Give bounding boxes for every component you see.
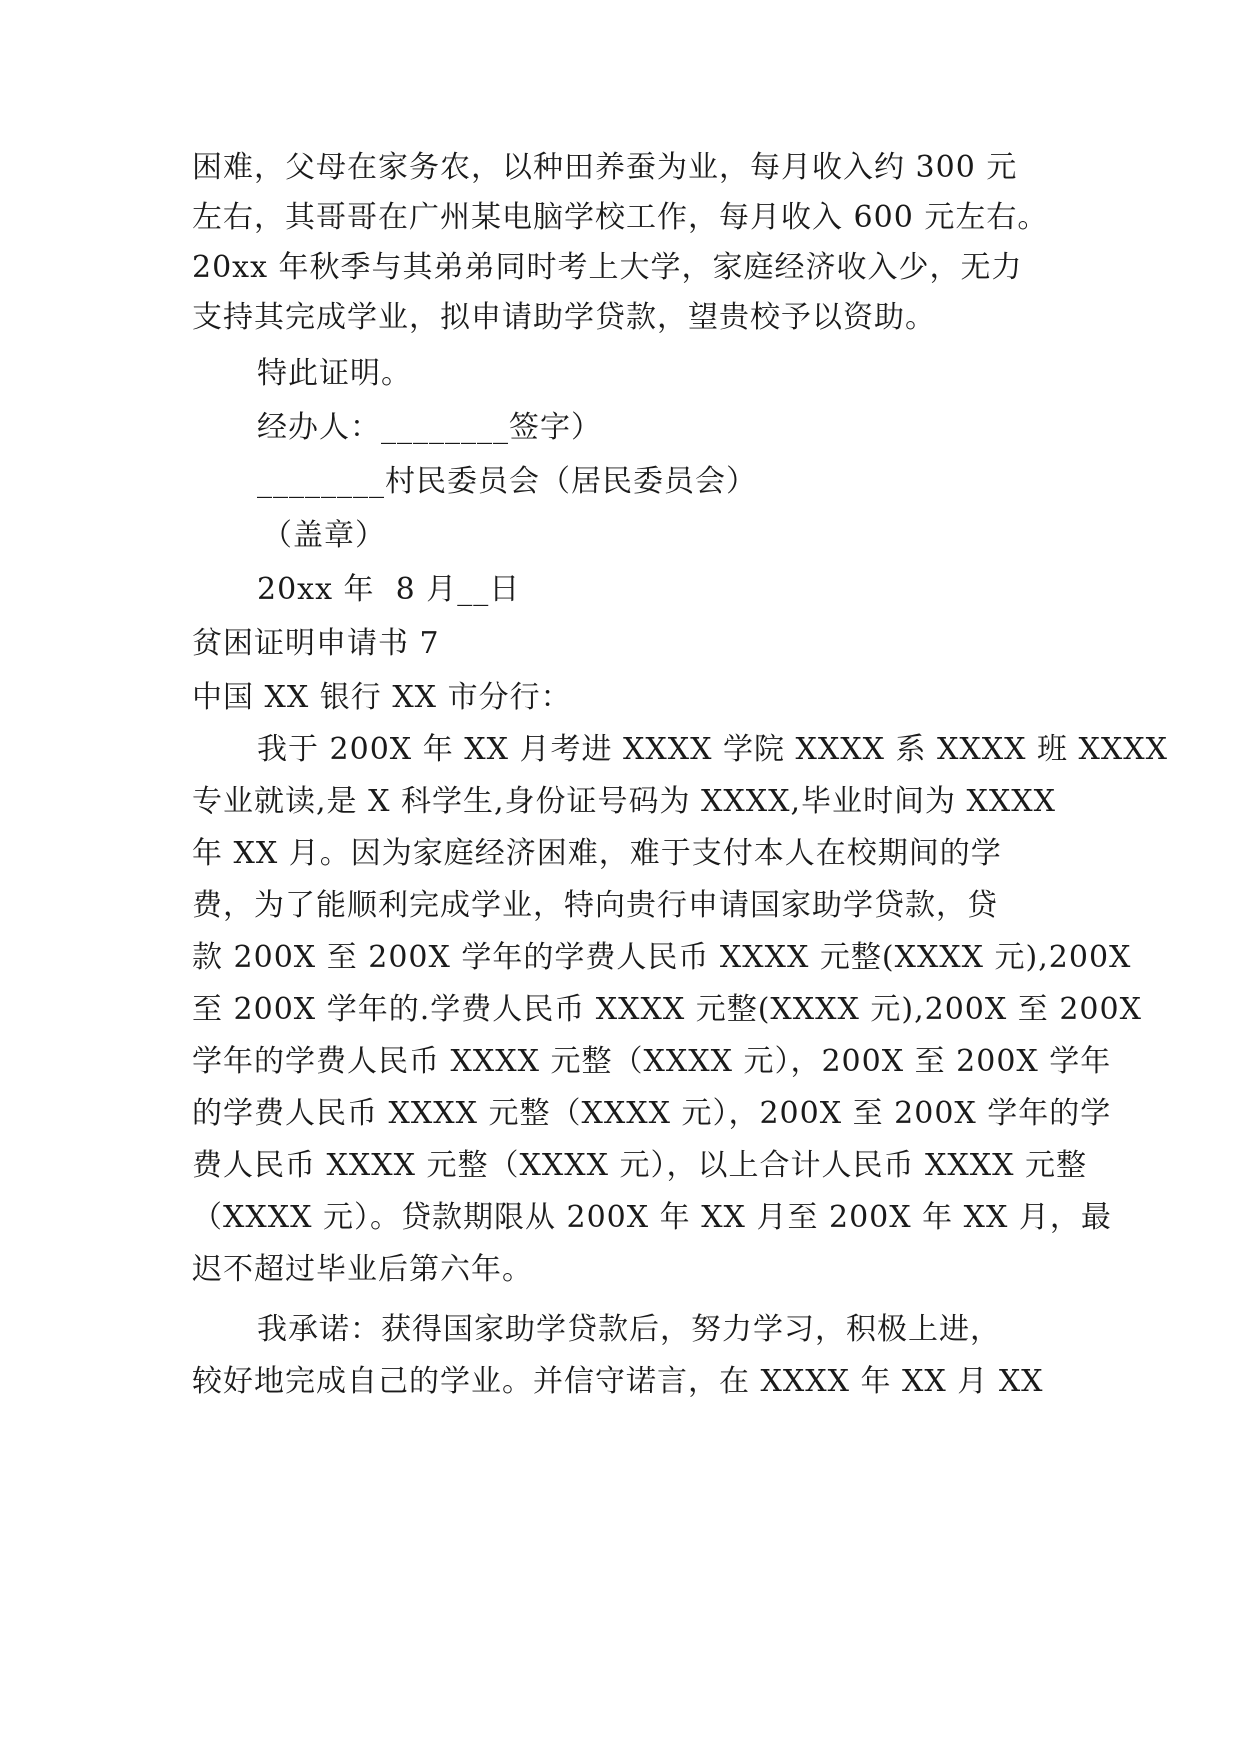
paragraph-line: 困难，父母在家务农，以种田养蚕为业，每月收入约 300 元 [192, 150, 1018, 185]
certification-statement: 特此证明。 [257, 356, 412, 391]
paragraph-line: （XXXX 元）。贷款期限从 200X 年 XX 月至 200X 年 XX 月，最 [192, 1200, 1112, 1235]
paragraph-line: 费人民币 XXXX 元整（XXXX 元），以上合计人民币 XXXX 元整 [192, 1148, 1087, 1183]
seal-label: （盖章） [262, 518, 386, 553]
promise-line: 我承诺：获得国家助学贷款后，努力学习，积极上进， [257, 1312, 1001, 1347]
committee-line: ________村民委员会（居民委员会） [257, 464, 757, 499]
handler-signature-line: 经办人：________签字） [257, 410, 602, 445]
promise-line: 较好地完成自己的学业。并信守诺言，在 XXXX 年 XX 月 XX [192, 1364, 1044, 1399]
paragraph-line: 左右，其哥哥在广州某电脑学校工作，每月收入 600 元左右。 [192, 200, 1049, 235]
recipient-line: 中国 XX 银行 XX 市分行： [192, 680, 572, 715]
paragraph-line: 迟不超过毕业后第六年。 [192, 1252, 533, 1287]
paragraph-line: 费，为了能顺利完成学业，特向贵行申请国家助学贷款，贷 [192, 888, 998, 923]
paragraph-line: 的学费人民币 XXXX 元整（XXXX 元），200X 至 200X 学年的学 [192, 1096, 1112, 1131]
section-title: 贫困证明申请书 7 [192, 626, 440, 661]
date-line: 20xx 年 8 月__日 [257, 572, 521, 607]
paragraph-line: 专业就读,是 X 科学生,身份证号码为 XXXX,毕业时间为 XXXX [192, 784, 1056, 819]
paragraph-line: 款 200X 至 200X 学年的学费人民币 XXXX 元整(XXXX 元),200X [192, 940, 1132, 975]
paragraph-line: 支持其完成学业，拟申请助学贷款，望贵校予以资助。 [192, 300, 936, 335]
paragraph-line: 我于 200X 年 XX 月考进 XXXX 学院 XXXX 系 XXXX 班 XXXX [257, 732, 1168, 767]
paragraph-line: 20xx 年秋季与其弟弟同时考上大学，家庭经济收入少，无力 [192, 250, 1023, 285]
paragraph-line: 学年的学费人民币 XXXX 元整（XXXX 元），200X 至 200X 学年 [192, 1044, 1112, 1079]
paragraph-line: 至 200X 学年的.学费人民币 XXXX 元整(XXXX 元),200X 至 200X [192, 992, 1142, 1027]
paragraph-line: 年 XX 月。因为家庭经济困难，难于支付本人在校期间的学 [192, 836, 1002, 871]
